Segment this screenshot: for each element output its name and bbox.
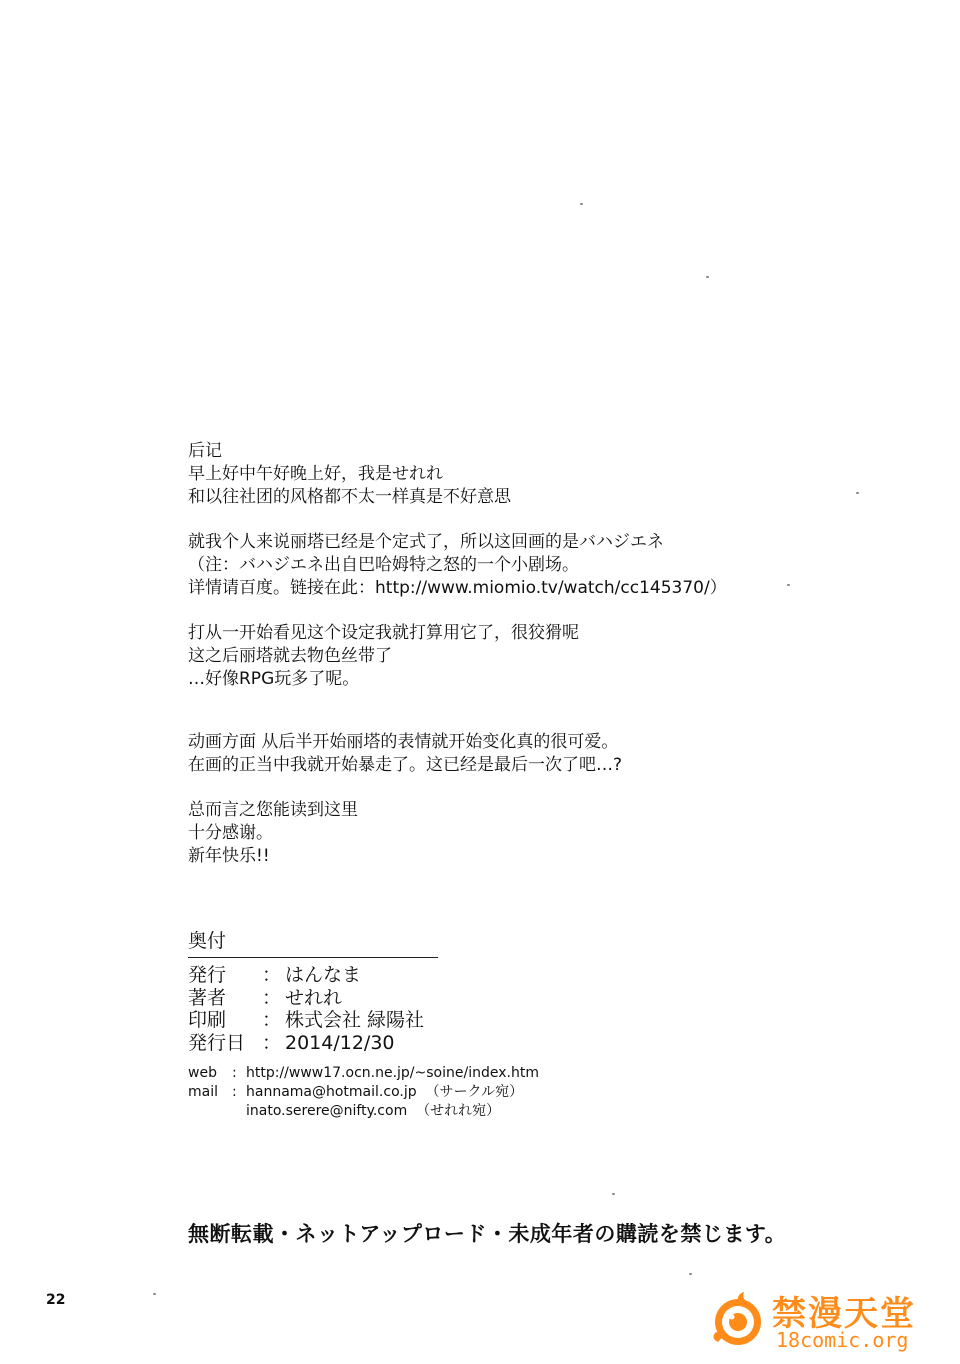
row-label: 発行日 [188, 1031, 246, 1054]
afterword-line: 就我个人来说丽塔已经是个定式了，所以这回画的是バハジエネ [188, 532, 664, 552]
colophon-row-author [188, 987, 539, 1010]
row-value: せれれ [285, 986, 343, 1009]
row-label: 印刷 [188, 1009, 227, 1031]
row-label: 発行 [188, 964, 227, 986]
afterword-line: 在画的正当中我就开始暴走了。这已经是最后一次了吧…? [188, 755, 623, 775]
afterword-line: 总而言之您能读到这里 [188, 800, 358, 820]
colophon [188, 926, 539, 1121]
afterword-line: 新年快乐!! [188, 846, 270, 866]
afterword [188, 440, 727, 868]
colophon-row-publisher [188, 964, 539, 987]
colophon-row-printer [188, 1009, 539, 1032]
afterword-line: 十分感谢。 [188, 823, 273, 843]
afterword-line: 早上好中午好晚上好，我是せれれ [188, 464, 443, 484]
link-colon: : [232, 1065, 237, 1081]
afterword-line: …好像RPG玩多了呢。 [188, 669, 360, 689]
web-url[interactable]: http://www17.ocn.ne.jp/~soine/index.htm [246, 1065, 539, 1081]
mail-row [188, 1083, 539, 1102]
colophon-divider [188, 957, 438, 958]
page-number: 22 [46, 1292, 66, 1308]
row-colon: ： [261, 1031, 281, 1054]
reproduction-notice: 無断転載・ネットアップロード・未成年者の購読を禁じます。 [188, 1222, 787, 1246]
watermark-url: 18comic.org [776, 1328, 909, 1352]
row-colon: ： [261, 986, 281, 1009]
row-value: 株式会社 緑陽社 [285, 1009, 425, 1031]
watermark [708, 1284, 944, 1356]
mail-address-author[interactable]: inato.serere@nifty.com （せれれ宛） [246, 1103, 501, 1119]
bird-logo-icon [708, 1288, 768, 1348]
row-value: はんなま [285, 964, 362, 986]
mail-address-circle[interactable]: hannama@hotmail.co.jp （サークル宛） [246, 1084, 524, 1100]
afterword-line: 动画方面 从后半开始丽塔的表情就开始变化真的很可爱。 [188, 732, 619, 752]
mail-label: mail [188, 1084, 218, 1100]
link-colon: : [232, 1084, 237, 1100]
colophon-row-date [188, 1032, 539, 1055]
contact-links [188, 1064, 539, 1121]
colophon-title: 奥付 [188, 930, 227, 952]
afterword-line: 打从一开始看见这个设定我就打算用它了，很狡猾呢 [188, 623, 579, 643]
row-value: 2014/12/30 [285, 1031, 395, 1054]
afterword-line: 这之后丽塔就去物色丝带了 [188, 646, 392, 666]
row-label: 著者 [188, 986, 227, 1009]
row-colon: ： [261, 1009, 281, 1031]
web-label: web [188, 1065, 217, 1081]
afterword-title: 后记 [188, 441, 222, 461]
web-row [188, 1064, 539, 1083]
afterword-line: 和以往社团的风格都不太一样真是不好意思 [188, 487, 511, 507]
mail-row-2 [188, 1102, 539, 1121]
watermark-name: 禁漫天堂 [772, 1294, 916, 1334]
afterword-line: 详情请百度。链接在此：http://www.miomio.tv/watch/cc145370/） [188, 578, 727, 598]
afterword-line: （注：バハジエネ出自巴哈姆特之怒的一个小剧场。 [188, 555, 579, 575]
row-colon: ： [261, 964, 281, 986]
